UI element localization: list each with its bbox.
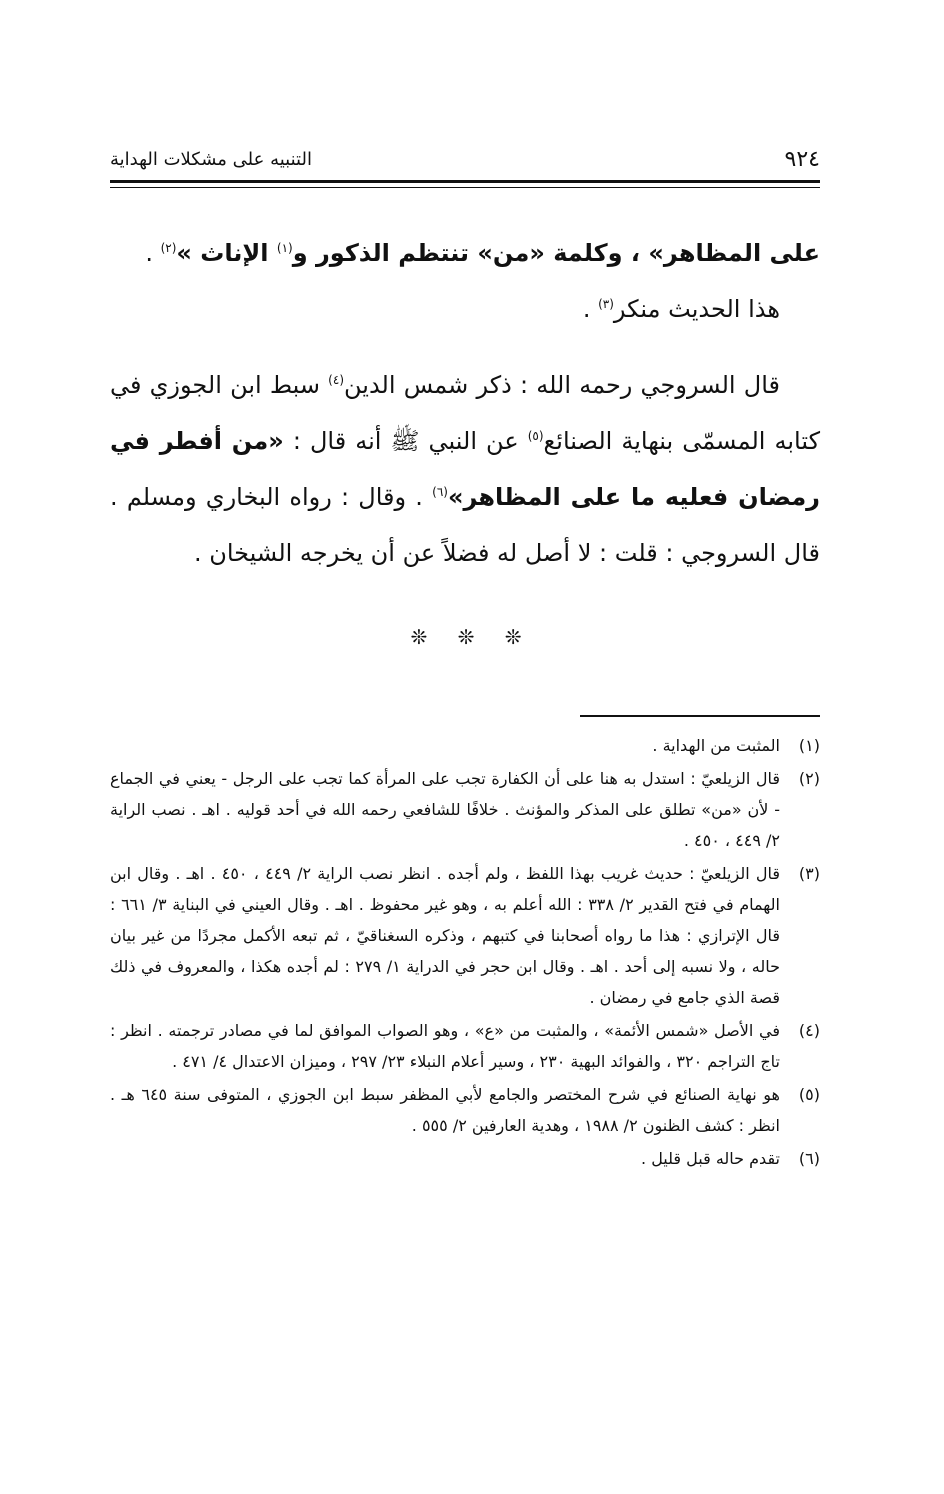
- footnote-ref-2[interactable]: (٢): [160, 241, 177, 255]
- paragraph-1-end: .: [145, 239, 161, 267]
- paragraph-1: [110, 225, 820, 281]
- paragraph-3-c: عن النبي ﷺ أنه قال :: [283, 427, 528, 455]
- footnote-item: [110, 1079, 820, 1141]
- footnote-number: (٣): [798, 864, 820, 883]
- footnote-text: المثبت من الهداية .: [652, 736, 780, 755]
- footnote-item: [110, 763, 820, 856]
- footnotes: [110, 730, 820, 1176]
- footnote-ref-4[interactable]: (٤): [328, 373, 344, 387]
- main-text: [110, 225, 820, 581]
- footnote-text: في الأصل «شمس الأئمة» ، والمثبت من «ع» ، وهو الصواب الموافق لما في مصادر ترجمته . انظر : تاج التراجم ٣٢٠ ، والفوائد البهية ٢٣٠ ، وسير أعلام النبلاء ٢٣/ ٢٩٧ ، وميزان الاعتدال ٤/ ٤٧١ .: [110, 1021, 780, 1071]
- header-rule-thin: [110, 187, 820, 188]
- footnote-text: قال الزيلعيّ : حديث غريب بهذا اللفظ ، ولم أجده . انظر نصب الراية ٢/ ٤٤٩ ، ٤٥٠ . اهـ . وقال ابن الهمام في فتح القدير ٢/ ٣٣٨ : الله أعلم به ، وهو غير محفوظ . اهـ . وقال العيني في البناية ٣/ ٦٦١ : قال الإترازي : هذا ما رواه أصحابنا في كتبهم ، وذكره السغناقيّ ، ثم تبعه الأكمل مجردًا من غير بيان حاله ، ولا نسبه إلى أحد . اهـ . وقال ابن حجر في الدراية ١/ ٢٧٩ : لم أجده هكذا ، والمعروف في ذلك قصة الذي جامع في رمضان .: [110, 864, 781, 1007]
- footnote-text: هو نهاية الصنائع في شرح المختصر والجامع لأبي المظفر سبط ابن الجوزي ، المتوفى سنة ٦٤٥ هـ . انظر : كشف الظنون ٢/ ١٩٨٨ ، وهدية العارفين ٢/ ٥٥٥ .: [110, 1085, 780, 1135]
- paragraph-1-bold: على المظاهر» ، وكلمة «من» تنتظم الذكور و: [292, 239, 820, 267]
- paragraph-3: [110, 357, 820, 581]
- footnote-ref-1[interactable]: (١): [276, 241, 293, 255]
- footnote-item: [110, 1015, 820, 1077]
- header-rule-thick: [110, 180, 820, 183]
- paragraph-3-d: . وقال : رواه البخاري ومسلم . قال السروجي : قلت : لا أصل له فضلاً عن أن يخرجه الشيخان .: [110, 483, 820, 567]
- paragraph-3-b: سبط ابن الجوزي في كتابه المسمّى بنهاية الصنائع: [110, 371, 820, 455]
- paragraph-1-bold-2: الإناث »: [176, 239, 277, 267]
- footnote-item: [110, 730, 820, 761]
- footnote-number: (٤): [798, 1021, 820, 1040]
- footnote-divider: [580, 715, 820, 717]
- footnote-text: قال الزيلعيّ : استدل به هنا على أن الكفارة تجب على المرأة كما تجب على الرجل - يعني في الجماع - لأن «من» تطلق على المذكر والمؤنث . خلافًا للشافعي رحمه الله في أحد قوليه . اهـ . نصب الراية ٢/ ٤٤٩ ، ٤٥٠ .: [110, 769, 780, 850]
- footnote-number: (٦): [798, 1149, 820, 1168]
- footnote-text: تقدم حاله قبل قليل .: [641, 1149, 780, 1168]
- running-title: التنبيه على مشكلات الهداية: [110, 148, 312, 170]
- footnote-ref-6[interactable]: (٦): [432, 485, 448, 499]
- paragraph-3-a: قال السروجي رحمه الله : ذكر شمس الدين: [344, 371, 780, 399]
- footnote-ref-5[interactable]: (٥): [527, 429, 544, 443]
- footnote-number: (١): [798, 736, 820, 755]
- hadith-quote: «من أفطر في رمضان فعليه ما على المظاهر»: [110, 427, 821, 511]
- footnote-item: [110, 858, 820, 1013]
- footnote-number: (٥): [798, 1085, 820, 1104]
- paragraph-2-text: هذا الحديث منكر: [613, 295, 780, 323]
- section-separator: ❊ ❊ ❊: [410, 625, 534, 649]
- paragraph-2: [110, 281, 820, 337]
- footnote-ref-3[interactable]: (٣): [598, 297, 614, 311]
- page-number: ٩٢٤: [784, 146, 820, 172]
- footnote-item: [110, 1143, 820, 1174]
- page-header: [110, 145, 820, 173]
- footnote-number: (٢): [798, 769, 820, 788]
- paragraph-2-end: .: [582, 295, 599, 323]
